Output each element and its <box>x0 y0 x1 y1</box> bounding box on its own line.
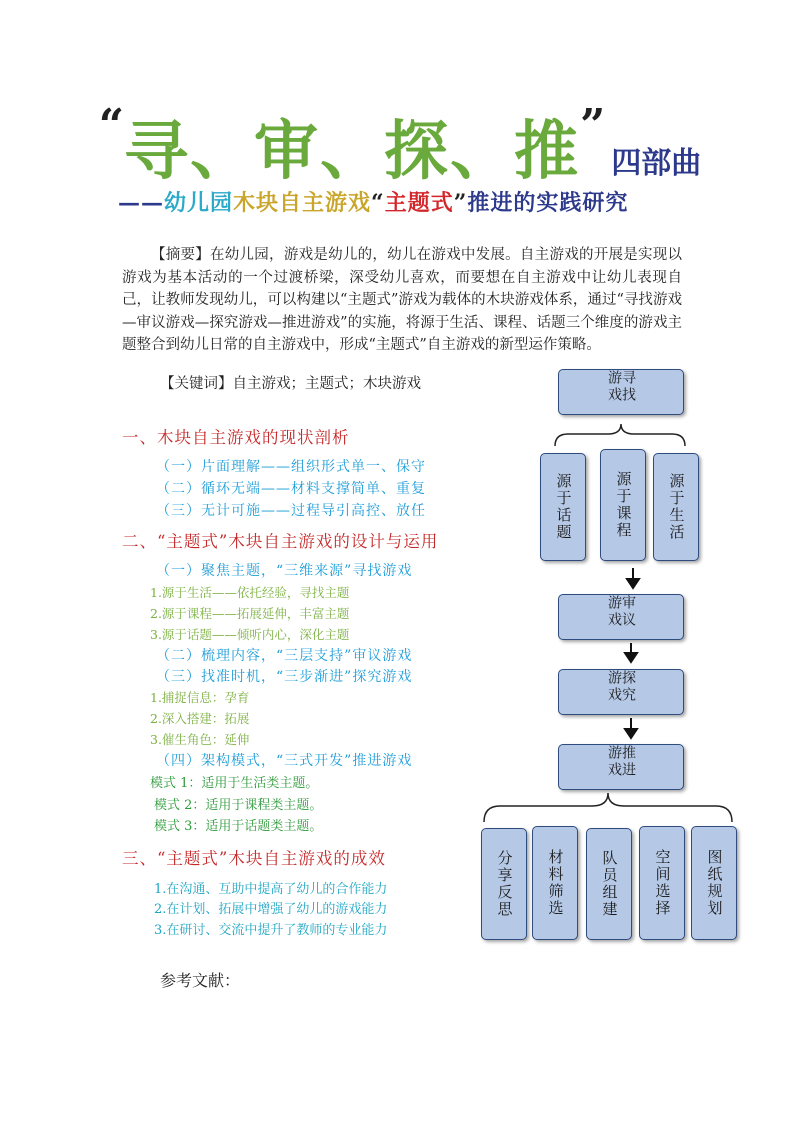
section-1-sub-1: （一）片面理解——组织形式单一、保守 <box>156 459 426 475</box>
flowchart-brace-top <box>555 424 685 446</box>
flowchart-box-material-selection <box>532 826 578 940</box>
title-char-tui: 推 <box>514 114 580 189</box>
flowchart-box-label: 寻找游戏 <box>606 370 636 404</box>
section-2-heading: 二、“主题式”木块自主游戏的设计与运用 <box>122 532 439 551</box>
section-2-sub-3-item-1: 1.捕捉信息：孕育 <box>150 690 250 705</box>
flowchart-box-share-reflect <box>481 828 527 940</box>
section-3-item-2: 2.在计划、拓展中增强了幼儿的游戏能力 <box>154 902 388 917</box>
flowchart-arrow <box>627 568 639 588</box>
section-1-heading: 一、木块自主游戏的现状剖析 <box>122 428 350 447</box>
section-3-heading: 三、“主题式”木块自主游戏的成效 <box>122 849 386 868</box>
references-heading: 参考文献： <box>160 971 241 990</box>
title-open-quote: “ <box>98 100 124 151</box>
title-separator: 、 <box>450 114 514 189</box>
title-suffix: 四部曲 <box>611 146 702 181</box>
subtitle-part-block-game: 木块自主游戏 <box>233 190 372 216</box>
flowchart-brace-bottom <box>484 793 732 822</box>
section-3-item-3: 3.在研讨、交流中提升了教师的专业能力 <box>154 923 388 938</box>
flowchart-box-label: 源于生活 <box>667 473 686 541</box>
section-1-sub-3: （三）无计可施——过程导引高控、放任 <box>156 503 426 519</box>
subtitle-part-theme: 主题式 <box>384 190 454 216</box>
keywords-line: 【关键词】自主游戏；主题式；木块游戏 <box>160 376 421 392</box>
section-2-sub-4-mode-3: 模式 3：适用于话题类主题。 <box>154 819 323 834</box>
abstract-paragraph: 【摘要】在幼儿园，游戏是幼儿的，幼儿在游戏中发展。自主游戏的开展是实现以游戏为基本活动的一个过渡桥梁，深受幼儿喜欢，而要想在自主游戏中让幼儿表现自己，让教师发现幼儿，可以构建以“主题式”游戏为载体的木块游戏体系，通过“寻找游戏—审议游戏—探究游戏—推进游戏”的实施，将源于生活、课程、话题三个维度的游戏主题整合到幼儿日常的自主游戏中，形成“主题式”自主游戏的新型运作策略。 <box>122 247 682 353</box>
flowchart-box-label: 分享反思 <box>495 850 514 918</box>
section-2-sub-4: （四）架构模式，“三式开发”推进游戏 <box>156 753 413 769</box>
section-2-sub-3-item-2: 2.深入搭建：拓展 <box>150 711 250 726</box>
subtitle-quote-open: “ <box>371 190 385 216</box>
flowchart-box-label: 材料筛选 <box>546 849 565 917</box>
flowchart-box-team-formation <box>586 828 632 940</box>
flowchart-box-label: 队员组建 <box>600 850 619 918</box>
section-2-sub-1-item-1: 1.源于生活——依托经验，寻找主题 <box>150 585 350 600</box>
flowchart-box-label: 审议游戏 <box>606 595 636 629</box>
section-2-sub-4-mode-2: 模式 2：适用于课程类主题。 <box>154 798 323 813</box>
flowchart-box-label: 空间选择 <box>653 849 672 917</box>
title-close-quote: ” <box>580 100 606 151</box>
flowchart-box-space-selection <box>639 826 685 940</box>
title-separator: 、 <box>320 114 384 189</box>
flowchart-box-label: 源于课程 <box>614 471 633 539</box>
flowchart-box-explore-game <box>558 669 684 715</box>
title-char-xun: 寻 <box>124 114 190 189</box>
subtitle-quote-close: ” <box>453 190 468 216</box>
subtitle-part-kindergarten: 幼儿园 <box>164 190 234 216</box>
flowchart-box-blueprint-planning <box>691 826 737 940</box>
flowchart-box-source-life <box>653 453 699 561</box>
section-2-sub-1: （一）聚焦主题，“三维来源”寻找游戏 <box>156 563 413 579</box>
title-separator: 、 <box>190 114 254 189</box>
title-char-shen: 审 <box>254 114 320 189</box>
section-2-sub-4-mode-1: 模式 1：适用于生活类主题。 <box>150 776 319 791</box>
flowchart-box-source-topic <box>540 453 586 561</box>
section-2-sub-3: （三）找准时机，“三步渐进”探究游戏 <box>156 669 413 685</box>
flowchart-box-label: 探究游戏 <box>606 670 636 704</box>
flowchart-box-label: 源于话题 <box>554 473 573 541</box>
section-2-sub-1-item-3: 3.源于话题——倾听内心，深化主题 <box>150 627 350 642</box>
subtitle-part-research: 推进的实践研究 <box>467 190 629 216</box>
title-char-tan: 探 <box>384 114 450 189</box>
flowchart-box-label: 推进游戏 <box>606 745 636 779</box>
section-1-sub-2: （二）循环无端——材料支撑简单、重复 <box>156 481 426 497</box>
flowchart-box-find-game <box>558 369 684 415</box>
flowchart-arrow <box>625 718 637 738</box>
section-2-sub-3-item-3: 3.催生角色：延伸 <box>150 732 250 747</box>
section-2-sub-1-item-2: 2.源于课程——拓展延伸，丰富主题 <box>150 606 350 621</box>
flowchart-box-source-course <box>600 449 646 561</box>
section-3-item-1: 1.在沟通、互助中提高了幼儿的合作能力 <box>154 882 388 897</box>
subtitle-dash: —— <box>118 190 164 216</box>
section-2-sub-2: （二）梳理内容，“三层支持”审议游戏 <box>156 648 413 664</box>
flowchart-box-label: 图纸规划 <box>705 849 724 917</box>
flowchart-arrow <box>625 643 637 662</box>
flowchart-box-review-game <box>558 594 684 640</box>
flowchart-box-advance-game <box>558 744 684 790</box>
